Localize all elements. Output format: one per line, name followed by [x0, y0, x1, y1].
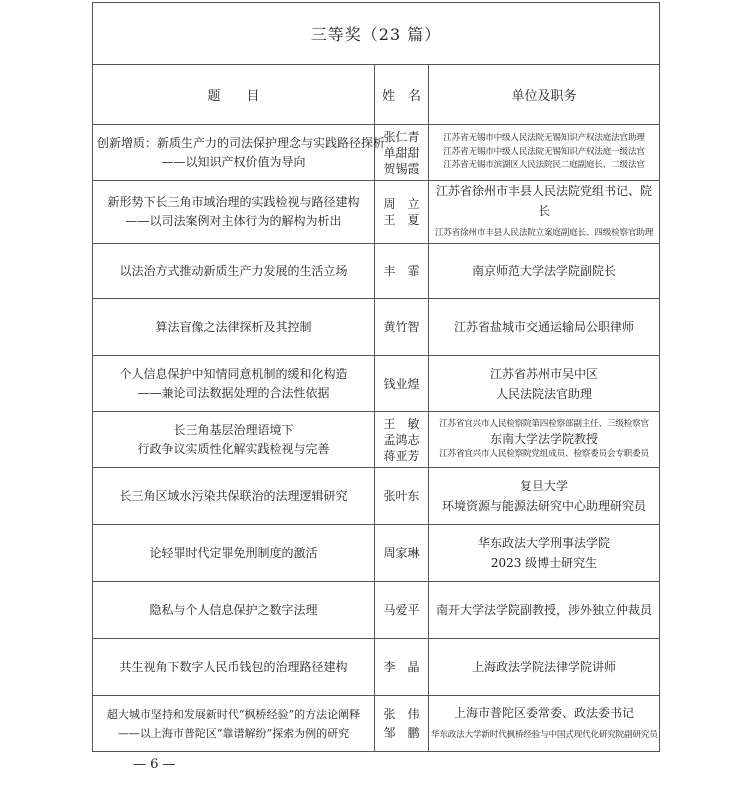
author-cell [375, 244, 429, 299]
unit-cell [429, 696, 660, 752]
author-cell [375, 299, 429, 356]
unit-cell [429, 639, 660, 696]
table-row [93, 468, 660, 525]
author-cell [375, 125, 429, 181]
topic-line: ——以知识产权价值为导向 [161, 154, 306, 169]
table-row [93, 356, 660, 412]
topic-line: 论轻罪时代定罪免刑制度的激活 [149, 545, 318, 560]
author-name: 周家琳 [383, 546, 420, 560]
author-name: 王 夏 [383, 213, 420, 227]
unit-line: 南开大学法学院副教授，涉外独立仲裁员 [436, 603, 653, 617]
topic-cell [93, 244, 375, 299]
topic-cell [93, 125, 386, 181]
unit-cell [429, 412, 660, 468]
unit-line: 江苏省宜兴市人民检察院第四检察部副主任、三级检察官 [439, 419, 649, 429]
author-name: 王 敏 [383, 416, 420, 431]
page-number: — 6 — [133, 757, 176, 772]
header-topic: 题 目 [93, 65, 375, 125]
unit-line: 华东政法大学刑事法学院 [478, 536, 611, 550]
table-row [93, 125, 660, 181]
author-cell [375, 468, 429, 525]
author-name: 蒋亚芳 [383, 448, 420, 463]
author-cell [375, 181, 429, 244]
award-table [92, 2, 660, 752]
unit-line: 江苏省徐州市丰县人民法院党组书记、院长 [436, 184, 653, 218]
header-unit: 单位及职务 [429, 65, 660, 125]
topic-cell [93, 299, 375, 356]
unit-line: 华东政法大学新时代枫桥经验与中国式现代化研究院副研究员 [431, 729, 658, 740]
author-name: 张叶东 [383, 489, 420, 503]
topic-line: 隐私与个人信息保护之数字法理 [149, 602, 318, 617]
topic-line: 新形势下长三角市域治理的实践检视与路径建构 [107, 195, 360, 209]
topic-cell [93, 582, 375, 639]
topic-cell [93, 412, 375, 468]
unit-line: 江苏省无锡市滨湖区人民法院民二庭副庭长、二级法官 [443, 160, 645, 171]
table-row [93, 412, 660, 468]
table-row [93, 696, 660, 752]
topic-line: ——以司法案例对主体行为的解构为析出 [125, 214, 342, 228]
unit-line: 江苏省无锡市中级人民法院无锡知识产权法庭法官助理 [443, 133, 645, 144]
unit-cell [429, 125, 660, 181]
author-name: 邹 鹏 [383, 725, 420, 740]
author-name: 周 立 [383, 197, 420, 211]
topic-cell [93, 525, 375, 582]
topic-line: 长三角基层治理语境下 [173, 422, 294, 437]
award-title: 三等奖（23 篇） [93, 3, 660, 65]
table-row [93, 299, 660, 356]
author-cell [375, 412, 429, 468]
unit-line: 上海市普陀区委常委、政法委书记 [454, 705, 635, 720]
author-name: 黄竹智 [383, 320, 420, 334]
topic-line: 长三角区域水污染共保联治的法理逻辑研究 [119, 488, 348, 503]
topic-line: ——以上海市普陀区“靠谱解纷”探索为例的研究 [117, 726, 350, 740]
author-cell [375, 639, 429, 696]
topic-cell [93, 639, 375, 696]
topic-line: 创新增质：新质生产力的司法保护理念与实践路径探析 [97, 135, 386, 150]
header-name: 姓 名 [375, 65, 429, 125]
unit-cell [429, 525, 660, 582]
author-name: 单甜甜 [383, 145, 420, 160]
unit-line: 人民法院法官助理 [496, 386, 593, 401]
topic-line: 算法盲像之法律探析及其控制 [155, 319, 312, 334]
topic-line: 以法治方式推动新质生产力发展的生活立场 [119, 263, 348, 278]
award-title-row [93, 3, 660, 65]
unit-cell [429, 468, 660, 525]
author-name: 孟鸿志 [383, 432, 420, 447]
unit-line: 复旦大学 [520, 479, 569, 493]
author-name: 贺锡霞 [383, 161, 420, 176]
topic-cell [93, 181, 375, 244]
author-name: 钱业煌 [383, 376, 420, 391]
unit-line: 南京师范大学法学院副院长 [472, 264, 617, 278]
unit-line: 江苏省苏州市吴中区 [490, 366, 599, 381]
author-name: 马爱平 [383, 603, 420, 617]
table-row [93, 244, 660, 299]
unit-line: 东南大学法学院教授 [490, 432, 599, 446]
topic-cell [93, 356, 375, 412]
unit-cell [429, 299, 660, 356]
unit-line: 江苏省宜兴市人民检察院党组成员、检察委员会专职委员 [439, 449, 649, 459]
unit-cell [429, 181, 660, 244]
topic-cell [93, 696, 375, 752]
topic-line: 共生视角下数字人民币钱包的治理路径建构 [119, 659, 348, 674]
author-cell [375, 525, 429, 582]
unit-cell [429, 582, 660, 639]
unit-cell [429, 356, 660, 412]
topic-cell [93, 468, 375, 525]
unit-line: 2023 级博士研究生 [490, 556, 598, 570]
unit-line: 环境资源与能源法研究中心助理研究员 [442, 499, 647, 513]
author-name: 张 伟 [383, 706, 420, 721]
topic-line: 行政争议实质性化解实践检视与完善 [137, 441, 330, 456]
table-row [93, 639, 660, 696]
table-row [93, 181, 660, 244]
table-row [93, 525, 660, 582]
topic-line: ——兼论司法数据处理的合法性依据 [137, 385, 330, 400]
author-name: 丰 霏 [383, 264, 420, 278]
unit-line: 江苏省盐城市交通运输局公职律师 [454, 320, 635, 334]
author-cell [375, 356, 429, 412]
header-row [93, 65, 660, 125]
author-cell [375, 696, 429, 752]
topic-line: 超大城市坚持和发展新时代“枫桥经验”的方法论阐释 [106, 707, 361, 721]
award-sheet [92, 2, 659, 752]
author-name: 李 晶 [383, 660, 420, 674]
unit-cell [429, 244, 660, 299]
unit-line: 江苏省徐州市丰县人民法院立案庭副庭长、四级检察官助理 [434, 228, 654, 238]
author-name: 张仁青 [383, 129, 420, 144]
topic-line: 个人信息保护中知情同意机制的缓和化构造 [119, 366, 348, 381]
author-cell [375, 582, 429, 639]
table-row [93, 582, 660, 639]
unit-line: 上海政法学院法律学院讲师 [472, 660, 617, 674]
unit-line: 江苏省无锡市中级人民法院无锡知识产权法庭一级法官 [443, 146, 645, 157]
